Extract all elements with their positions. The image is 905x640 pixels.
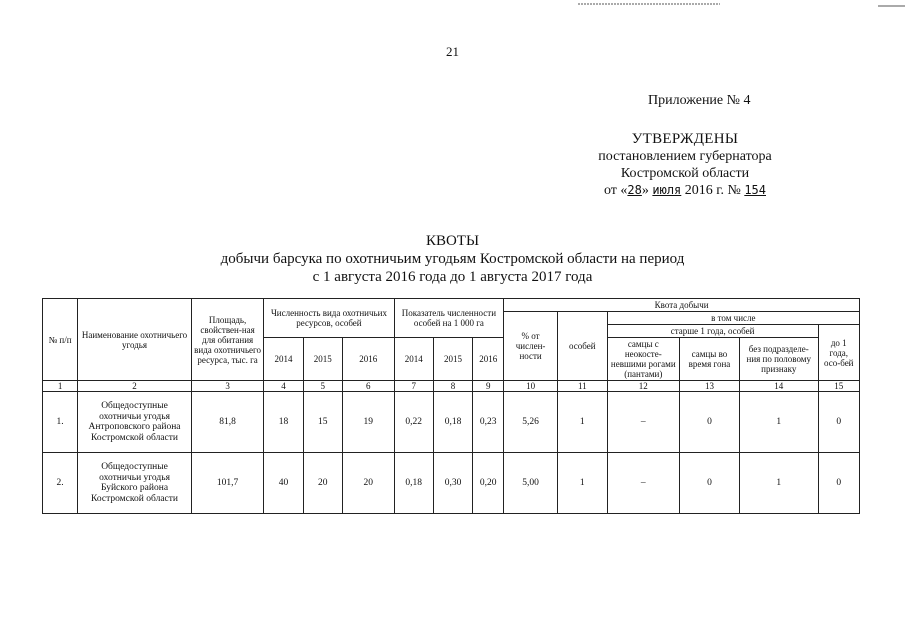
col-number: 14 <box>739 381 818 392</box>
table-row <box>43 392 860 453</box>
header-area: Площадь, свойствен-ная для обитания вида охотничьего ресурса, тыс. га <box>191 299 263 381</box>
row-area: 101,7 <box>191 453 263 514</box>
page-number: 21 <box>446 44 459 59</box>
header-including: в том числе <box>607 312 859 325</box>
header-no-sex-division: без подразделе-ния по половому признаку <box>739 338 818 381</box>
header-individuals: особей <box>557 312 607 381</box>
document-title <box>0 232 905 286</box>
date-mid: » <box>641 183 649 198</box>
col-number: 2 <box>78 381 192 392</box>
row-den-2014: 0,18 <box>394 453 433 514</box>
row-individuals: 1 <box>557 392 607 453</box>
approval-month: июля <box>652 183 682 197</box>
col-number: 4 <box>264 381 303 392</box>
row-under1: 0 <box>818 392 859 453</box>
row-den-2014: 0,22 <box>394 392 433 453</box>
row-pop-2014: 40 <box>264 453 303 514</box>
table-row <box>43 453 860 514</box>
row-percent: 5,26 <box>504 392 558 453</box>
row-den-2016: 0,20 <box>473 453 504 514</box>
row-percent: 5,00 <box>504 453 558 514</box>
row-males-antlers: – <box>607 453 679 514</box>
row-num: 1. <box>43 392 78 453</box>
quota-table <box>42 298 860 514</box>
row-individuals: 1 <box>557 453 607 514</box>
scan-top-artifact-lines <box>0 2 905 8</box>
col-number: 8 <box>433 381 472 392</box>
approval-line-2: Костромской области <box>620 166 750 181</box>
approval-number: 154 <box>744 183 766 197</box>
appendix-label: Приложение № 4 <box>648 93 751 108</box>
header-den-2014: 2014 <box>394 338 433 381</box>
header-density: Показатель численности особей на 1 000 га <box>394 299 504 338</box>
approval-line-1: постановлением губернатора <box>598 149 772 164</box>
row-name: Общедоступные охотничьи угодья Антроповского района Костромской области <box>78 392 192 453</box>
header-population: Численность вида охотничьих ресурсов, особей <box>264 299 394 338</box>
approval-block <box>565 131 805 199</box>
col-number: 15 <box>818 381 859 392</box>
col-number: 7 <box>394 381 433 392</box>
header-percent: % от числен-ности <box>504 312 558 381</box>
row-males-antlers: – <box>607 392 679 453</box>
header-den-2016: 2016 <box>473 338 504 381</box>
col-number: 1 <box>43 381 78 392</box>
col-number: 10 <box>504 381 558 392</box>
approval-date-line <box>565 182 805 199</box>
header-pop-2015: 2015 <box>303 338 342 381</box>
row-pop-2016: 19 <box>342 392 394 453</box>
col-number: 11 <box>557 381 607 392</box>
row-name: Общедоступные охотничьи угодья Буйского района Костромской области <box>78 453 192 514</box>
header-name: Наименование охотничьего угодья <box>78 299 192 381</box>
row-pop-2016: 20 <box>342 453 394 514</box>
row-males-rut: 0 <box>679 453 739 514</box>
header-older: старше 1 года, особей <box>607 325 818 338</box>
header-pop-2016: 2016 <box>342 338 394 381</box>
header-quota: Квота добычи <box>504 299 860 312</box>
date-prefix: от « <box>603 183 628 198</box>
row-under1: 0 <box>818 453 859 514</box>
header-den-2015: 2015 <box>433 338 472 381</box>
title-line-1: КВОТЫ <box>425 233 480 249</box>
title-line-2: добычи барсука по охотничьим угодьям Костромской области на период <box>220 251 685 267</box>
row-den-2015: 0,18 <box>433 392 472 453</box>
row-no-sex: 1 <box>739 392 818 453</box>
title-line-3: с 1 августа 2016 года до 1 августа 2017 года <box>312 269 593 285</box>
header-pop-2014: 2014 <box>264 338 303 381</box>
row-pop-2014: 18 <box>264 392 303 453</box>
row-area: 81,8 <box>191 392 263 453</box>
row-num: 2. <box>43 453 78 514</box>
header-under1: до 1 года, осо-бей <box>818 325 859 381</box>
row-no-sex: 1 <box>739 453 818 514</box>
header-males-antlers: самцы с неокосте-невшими рогами (пантами) <box>607 338 679 381</box>
col-number: 9 <box>473 381 504 392</box>
row-males-rut: 0 <box>679 392 739 453</box>
col-number: 6 <box>342 381 394 392</box>
col-number: 3 <box>191 381 263 392</box>
column-number-row <box>43 381 860 392</box>
date-suffix: 2016 г. № <box>684 183 741 198</box>
row-pop-2015: 15 <box>303 392 342 453</box>
approval-day: 28 <box>627 183 642 197</box>
row-den-2016: 0,23 <box>473 392 504 453</box>
header-num: № п/п <box>43 299 78 381</box>
col-number: 13 <box>679 381 739 392</box>
row-pop-2015: 20 <box>303 453 342 514</box>
row-den-2015: 0,30 <box>433 453 472 514</box>
col-number: 12 <box>607 381 679 392</box>
approval-title: УТВЕРЖДЕНЫ <box>631 131 739 147</box>
header-males-rut: самцы во время гона <box>679 338 739 381</box>
col-number: 5 <box>303 381 342 392</box>
